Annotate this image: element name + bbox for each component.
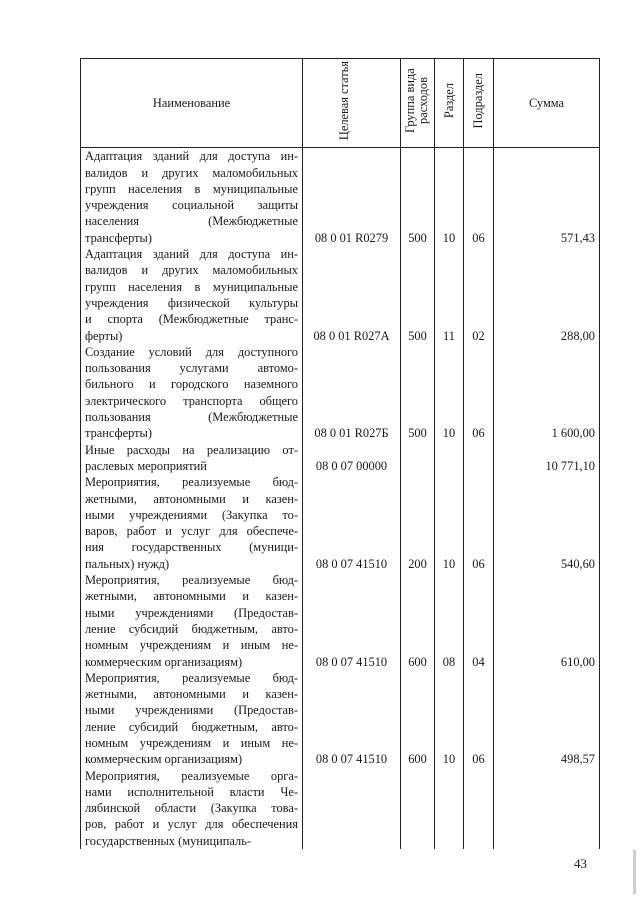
row-name-line: и спорта (Межбюджетные транс- bbox=[85, 312, 298, 327]
row-group bbox=[401, 768, 435, 849]
scan-edge-mark bbox=[633, 850, 636, 894]
row-group: 600 bbox=[401, 670, 435, 768]
row-code bbox=[303, 768, 401, 849]
row-name bbox=[81, 670, 303, 768]
row-code: 08 0 07 41510 bbox=[303, 474, 401, 572]
row-subsection: 04 bbox=[464, 572, 494, 670]
table-row bbox=[81, 442, 600, 475]
row-name bbox=[81, 148, 303, 246]
row-code: 08 0 01 R027Б bbox=[303, 344, 401, 442]
row-section: 10 bbox=[435, 344, 464, 442]
row-name-line: Мероприятия, реализуемые бюд- bbox=[85, 670, 298, 685]
row-subsection bbox=[464, 442, 494, 475]
row-subsection: 06 bbox=[464, 670, 494, 768]
row-subsection: 06 bbox=[464, 474, 494, 572]
row-name-line: учреждения социальной защиты bbox=[85, 198, 298, 213]
row-sum: 540,60 bbox=[494, 474, 600, 572]
row-sum: 10 771,10 bbox=[494, 442, 600, 475]
row-name-line: валидов и других маломобильных bbox=[85, 263, 298, 278]
row-name-line: номным учреждениям и иным не- bbox=[85, 638, 298, 653]
row-name-line: Иные расходы на реализацию от- bbox=[85, 442, 298, 457]
row-name bbox=[81, 442, 303, 475]
row-name bbox=[81, 572, 303, 670]
table-row bbox=[81, 344, 600, 442]
row-code: 08 0 01 R0279 bbox=[303, 148, 401, 246]
row-name-line: ными учреждениями (Закупка то- bbox=[85, 507, 298, 522]
row-group: 500 bbox=[401, 148, 435, 246]
row-name-line: коммерческим организациям) bbox=[85, 654, 243, 669]
row-sum: 1 600,00 bbox=[494, 344, 600, 442]
row-group: 500 bbox=[401, 344, 435, 442]
row-name-line: ферты) bbox=[85, 328, 123, 343]
row-name-line: учреждения физической культуры bbox=[85, 295, 298, 310]
row-name-line: пользования услугами автомо- bbox=[85, 361, 298, 376]
row-name-line: лябинской области (Закупка това- bbox=[85, 801, 298, 816]
row-name-line: коммерческим организациям) bbox=[85, 752, 243, 767]
row-name-line: государственных (муниципаль- bbox=[85, 833, 251, 848]
header-sum: Сумма bbox=[494, 59, 600, 148]
row-group: 500 bbox=[401, 246, 435, 344]
row-name-line: бильного и городского наземного bbox=[85, 377, 298, 392]
row-section bbox=[435, 768, 464, 849]
row-subsection: 06 bbox=[464, 148, 494, 246]
row-name bbox=[81, 344, 303, 442]
row-name-line: номным учреждениям и иным не- bbox=[85, 735, 298, 750]
table-row bbox=[81, 572, 600, 670]
row-name bbox=[81, 474, 303, 572]
table-row bbox=[81, 474, 600, 572]
table-row bbox=[81, 148, 600, 246]
row-section bbox=[435, 442, 464, 475]
row-name-line: жетными, автономными и казен- bbox=[85, 687, 298, 702]
row-name-line: Создание условий для доступного bbox=[85, 344, 298, 359]
row-group: 600 bbox=[401, 572, 435, 670]
row-name-line: нами исполнительной власти Че- bbox=[85, 784, 298, 799]
row-name-line: ными учреждениями (Предостав- bbox=[85, 605, 298, 620]
row-name-line: Мероприятия, реализуемые орга- bbox=[85, 768, 298, 783]
row-code: 08 0 07 00000 bbox=[303, 442, 401, 475]
row-section: 10 bbox=[435, 148, 464, 246]
row-name-line: жетными, автономными и казен- bbox=[85, 589, 298, 604]
row-sum: 571,43 bbox=[494, 148, 600, 246]
row-code: 08 0 07 41510 bbox=[303, 572, 401, 670]
table-row bbox=[81, 768, 600, 849]
row-name-line: ными учреждениями (Предостав- bbox=[85, 703, 298, 718]
row-code: 08 0 01 R027А bbox=[303, 246, 401, 344]
row-name-line: ров, работ и услуг для обеспечения bbox=[85, 817, 298, 832]
row-name-line: ния государственных (муници- bbox=[85, 540, 298, 555]
row-name-line: трансферты) bbox=[85, 230, 152, 245]
page-number: 43 bbox=[574, 856, 587, 871]
row-sum: 498,57 bbox=[494, 670, 600, 768]
table-row bbox=[81, 670, 600, 768]
row-section: 10 bbox=[435, 474, 464, 572]
row-name-line: варов, работ и услуг для обеспече- bbox=[85, 524, 298, 539]
row-name-line: валидов и других маломобильных bbox=[85, 165, 298, 180]
row-sum: 610,00 bbox=[494, 572, 600, 670]
budget-table bbox=[80, 58, 600, 849]
table-row bbox=[81, 246, 600, 344]
row-name-line: ление субсидий бюджетным, авто- bbox=[85, 719, 298, 734]
row-group: 200 bbox=[401, 474, 435, 572]
header-group: Группа вида расходов bbox=[401, 59, 435, 148]
header-section: Раздел bbox=[435, 59, 464, 148]
header-code: Целевая статья bbox=[303, 59, 401, 148]
row-name-line: групп населения в муниципальные bbox=[85, 181, 298, 196]
row-name-line: пальных) нужд) bbox=[85, 556, 170, 571]
row-name-line: раслевых мероприятий bbox=[85, 458, 207, 473]
header-name: Наименование bbox=[81, 59, 303, 148]
row-group bbox=[401, 442, 435, 475]
row-code: 08 0 07 41510 bbox=[303, 670, 401, 768]
row-subsection: 06 bbox=[464, 344, 494, 442]
table-header-row bbox=[81, 59, 600, 148]
row-name-line: Адаптация зданий для доступа ин- bbox=[85, 149, 298, 164]
header-subsection: Подраздел bbox=[464, 59, 494, 148]
row-name-line: жетными, автономными и казен- bbox=[85, 491, 298, 506]
row-name-line: населения (Межбюджетные bbox=[85, 214, 298, 229]
row-subsection bbox=[464, 768, 494, 849]
row-name bbox=[81, 246, 303, 344]
row-name-line: электрического транспорта общего bbox=[85, 393, 298, 408]
row-name bbox=[81, 768, 303, 849]
row-sum: 288,00 bbox=[494, 246, 600, 344]
row-name-line: Мероприятия, реализуемые бюд- bbox=[85, 573, 298, 588]
row-name-line: Адаптация зданий для доступа ин- bbox=[85, 247, 298, 262]
row-name-line: трансферты) bbox=[85, 426, 152, 441]
row-section: 11 bbox=[435, 246, 464, 344]
row-name-line: пользования (Межбюджетные bbox=[85, 410, 298, 425]
row-section: 10 bbox=[435, 670, 464, 768]
row-subsection: 02 bbox=[464, 246, 494, 344]
row-name-line: ление субсидий бюджетным, авто- bbox=[85, 621, 298, 636]
row-name-line: групп населения в муниципальные bbox=[85, 279, 298, 294]
row-section: 08 bbox=[435, 572, 464, 670]
row-sum bbox=[494, 768, 600, 849]
row-name-line: Мероприятия, реализуемые бюд- bbox=[85, 475, 298, 490]
